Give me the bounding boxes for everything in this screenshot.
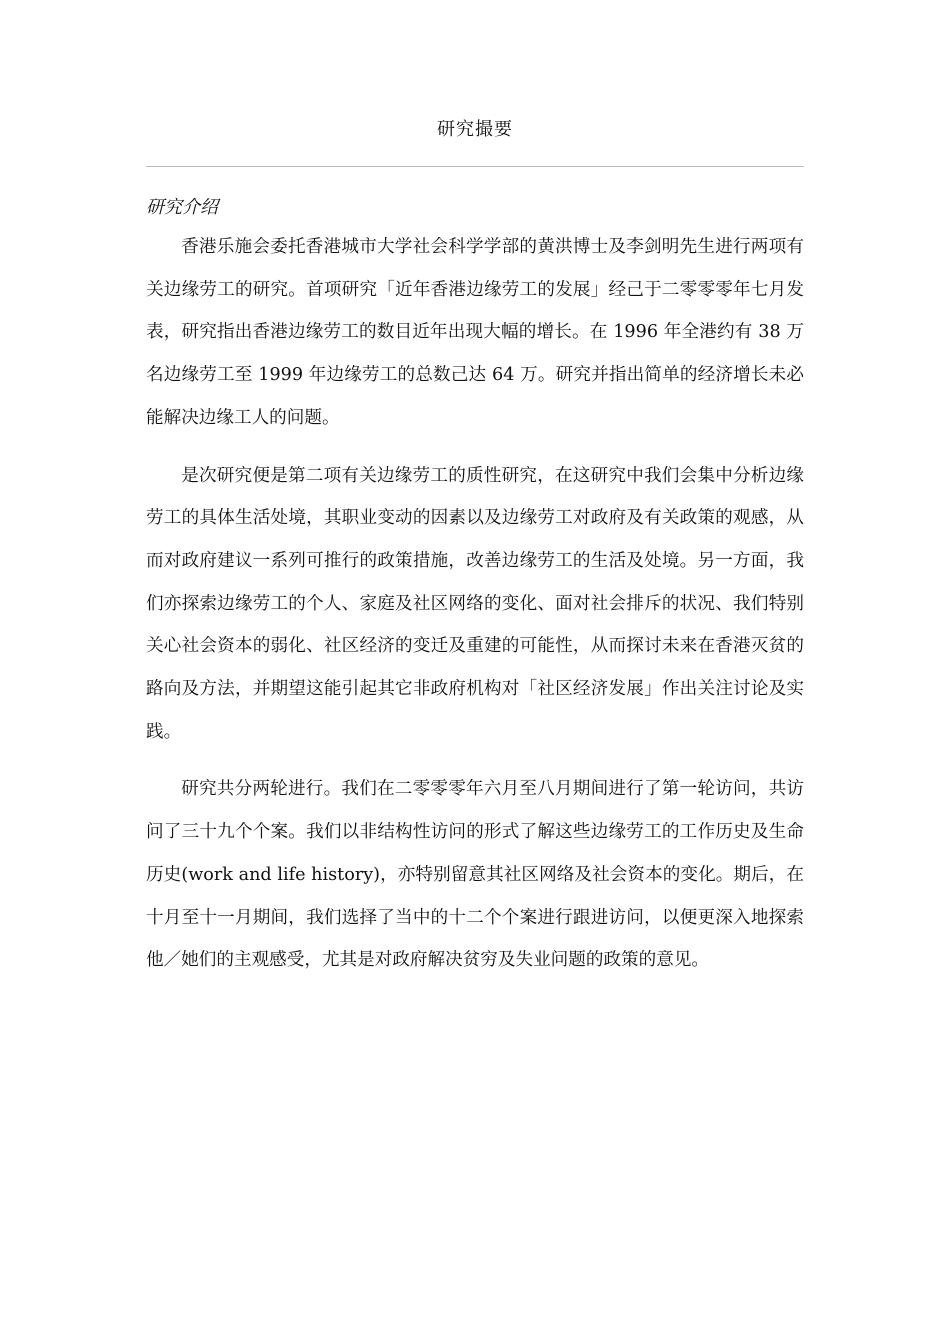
body-text: [146, 226, 804, 997]
paragraph-1: 香港乐施会委托香港城市大学社会科学学部的黄洪博士及李剑明先生进行两项有关边缘劳工的研究。首项研究「近年香港边缘劳工的发展」经己于二零零零年七月发表，研究指出香港边缘劳工的数目近年出现大幅的增长。在 1996 年全港约有 38 万名边缘劳工至 1999 年边缘劳工的总数己达 64 万。研究并指出简单的经济增长未必能解决边缘工人的问题。: [146, 237, 804, 428]
page-title: 研究撮要: [437, 119, 513, 140]
title-divider: [146, 166, 804, 167]
paragraph-2: 是次研究便是第二项有关边缘劳工的质性研究，在这研究中我们会集中分析边缘劳工的具体生活处境，其职业变动的因素以及边缘劳工对政府及有关政策的观感，从而对政府建议一系列可推行的政策措施，改善边缘劳工的生活及处境。另一方面，我们亦探索边缘劳工的个人、家庭及社区网络的变化、面对社会排斥的状况、我们特别关心社会资本的弱化、社区经济的变迁及重建的可能性，从而探讨未来在香港灭贫的路向及方法，并期望这能引起其它非政府机构对「社区经济发展」作出关注讨论及实践。: [146, 465, 804, 742]
paragraph-3: 研究共分两轮进行。我们在二零零零年六月至八月期间进行了第一轮访问，共访问了三十九个个案。我们以非结构性访问的形式了解这些边缘劳工的工作历史及生命历史(work and life history)，亦特别留意其社区网络及社会资本的变化。期后，在十月至十一月期间，我们选择了当中的十二个个案进行跟进访问，以便更深入地探索他／她们的主观感受，尤其是对政府解决贫穷及失业问题的政策的意见。: [146, 779, 804, 971]
section-heading: 研究介绍: [146, 197, 218, 218]
